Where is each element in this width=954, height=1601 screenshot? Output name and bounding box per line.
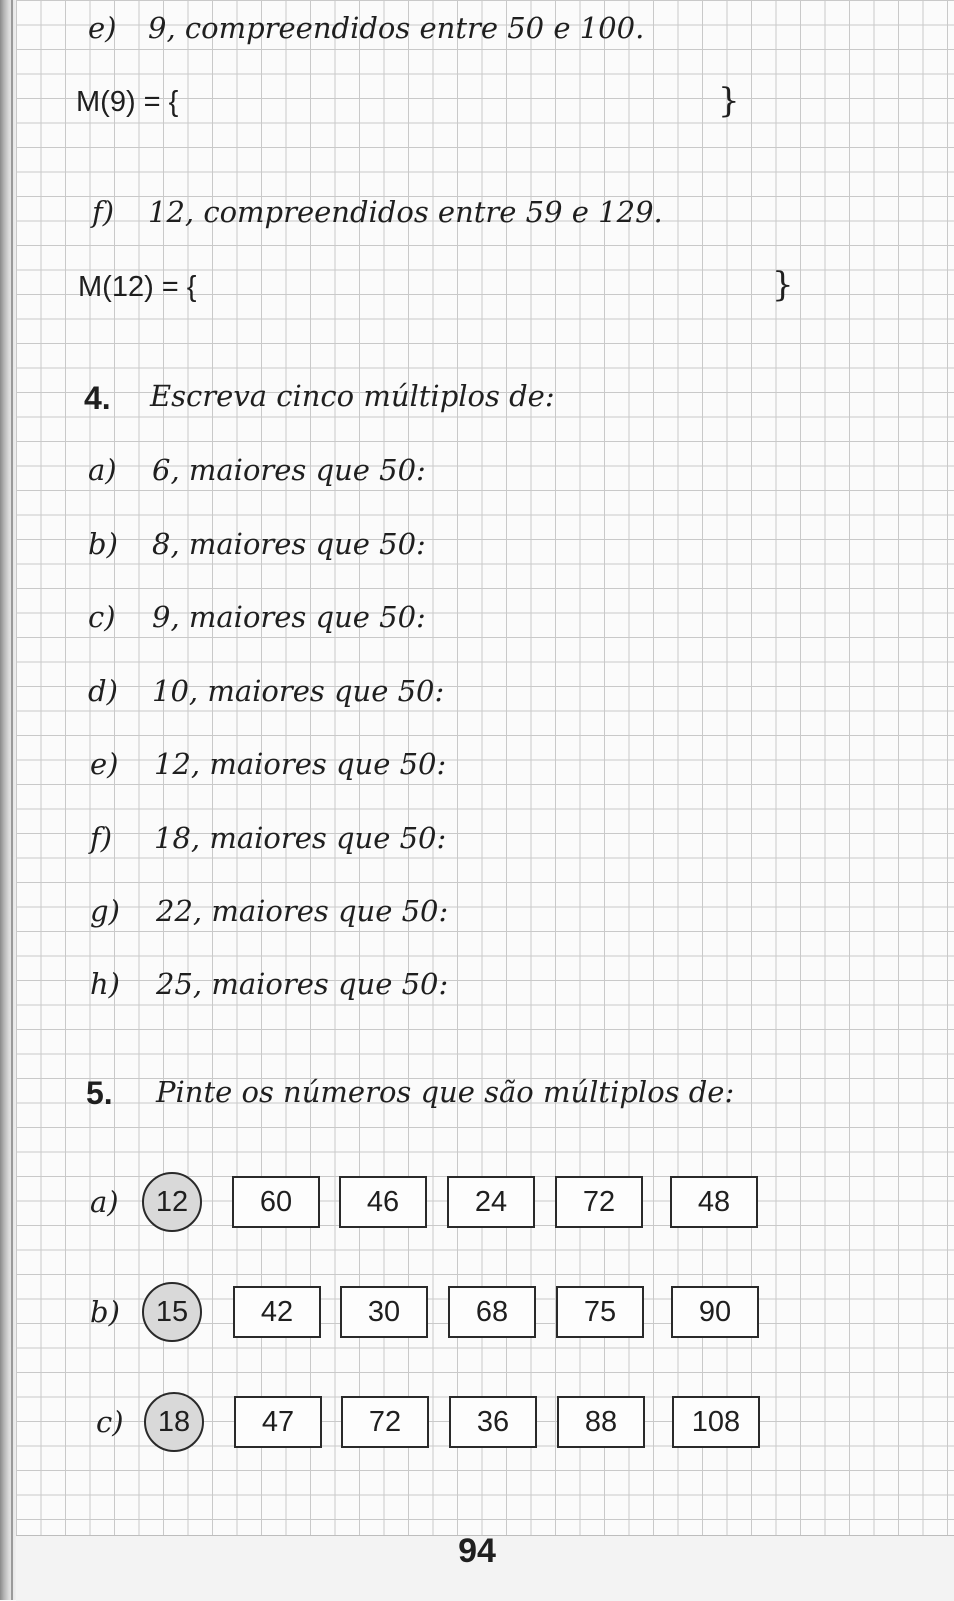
exercise-3e-text: 9, compreendidos entre 50 e 100. [148, 11, 645, 45]
number-box[interactable]: 108 [672, 1396, 760, 1448]
item-letter: e) [90, 747, 119, 781]
number-box[interactable]: 47 [234, 1396, 322, 1448]
exercise-4e-text: 12, maiores que 50: [154, 747, 447, 781]
number-box[interactable]: 42 [233, 1286, 321, 1338]
exercise-3f-text: 12, compreendidos entre 59 e 129. [148, 195, 663, 229]
base-number-circle: 15 [142, 1282, 202, 1342]
set-label-m12: M(12) = { [78, 271, 197, 303]
number-box[interactable]: 36 [449, 1396, 537, 1448]
item-letter: d) [88, 674, 118, 708]
exercise-4b-text: 8, maiores que 50: [152, 527, 426, 561]
exercise-4g-text: 22, maiores que 50: [156, 894, 449, 928]
item-letter: b) [90, 1295, 120, 1329]
item-letter: a) [88, 453, 117, 487]
exercise-4h-text: 25, maiores que 50: [156, 967, 449, 1001]
exercise-4-title: Escreva cinco múltiplos de: [150, 379, 555, 413]
number-box[interactable]: 72 [555, 1176, 643, 1228]
number-box[interactable]: 60 [232, 1176, 320, 1228]
item-letter: f) [92, 195, 115, 229]
exercise-5-number: 5. [86, 1075, 113, 1111]
item-letter: e) [88, 11, 117, 45]
number-box[interactable]: 90 [671, 1286, 759, 1338]
page-binding-edge [0, 0, 16, 1600]
set-close-brace: } [772, 265, 794, 305]
number-box[interactable]: 30 [340, 1286, 428, 1338]
item-letter: b) [88, 527, 118, 561]
exercise-4c-text: 9, maiores que 50: [152, 600, 426, 634]
exercise-4f-text: 18, maiores que 50: [154, 821, 447, 855]
number-box[interactable]: 75 [556, 1286, 644, 1338]
number-box[interactable]: 72 [341, 1396, 429, 1448]
base-number-circle: 12 [142, 1172, 202, 1232]
exercise-4d-text: 10, maiores que 50: [152, 674, 445, 708]
exercise-4a-text: 6, maiores que 50: [152, 453, 426, 487]
item-letter: c) [88, 600, 116, 634]
item-letter: a) [90, 1185, 119, 1219]
base-number-circle: 18 [144, 1392, 204, 1452]
exercise-4-number: 4. [84, 380, 111, 416]
item-letter: g) [90, 894, 120, 928]
item-letter: c) [96, 1405, 124, 1439]
number-box[interactable]: 88 [557, 1396, 645, 1448]
number-box[interactable]: 46 [339, 1176, 427, 1228]
number-box[interactable]: 68 [448, 1286, 536, 1338]
page-number: 94 [458, 1532, 496, 1570]
set-label-m9: M(9) = { [76, 86, 179, 118]
number-box[interactable]: 24 [447, 1176, 535, 1228]
item-letter: h) [90, 967, 120, 1001]
number-box[interactable]: 48 [670, 1176, 758, 1228]
item-letter: f) [90, 821, 113, 855]
exercise-5-title: Pinte os números que são múltiplos de: [156, 1075, 735, 1109]
set-close-brace: } [718, 81, 740, 121]
